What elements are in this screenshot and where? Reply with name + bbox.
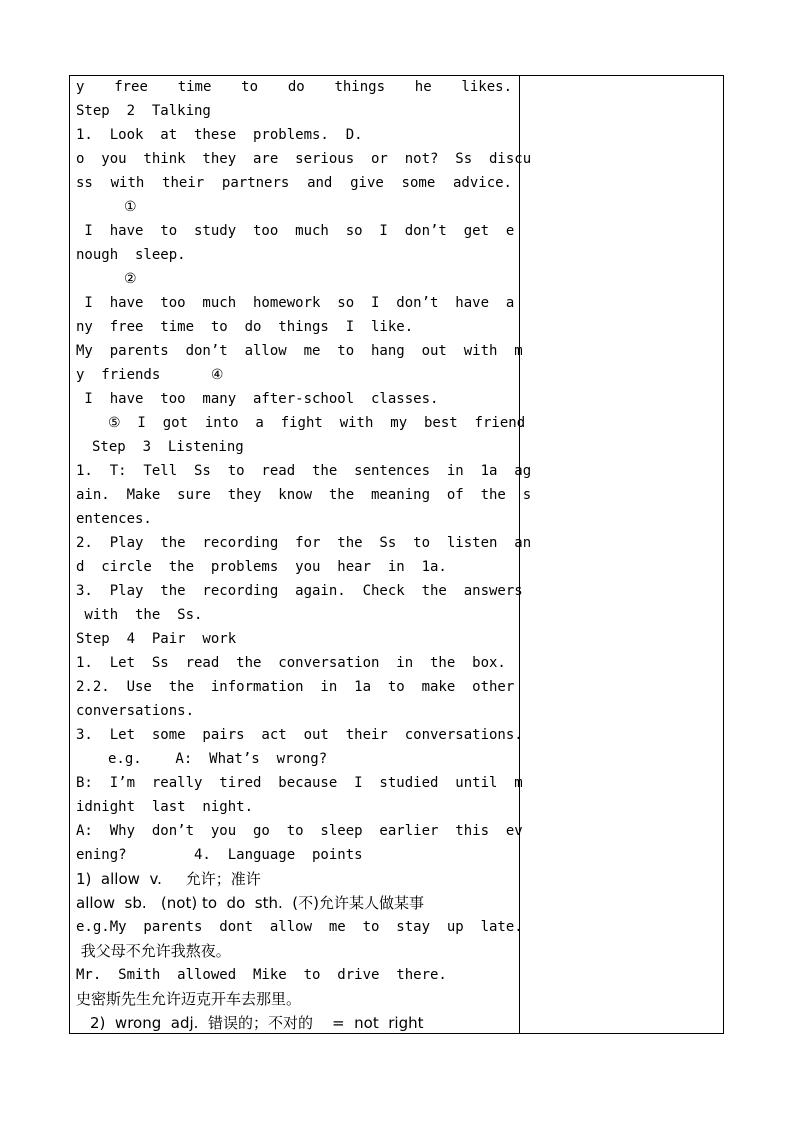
text-line: y free time to do things he likes. [76, 79, 512, 95]
dialogue-line: e.g. A: What’s wrong? [108, 751, 328, 767]
text-line: ny free time to do things I like. [76, 319, 414, 335]
problem-marker: ① [124, 199, 137, 215]
translation: 史密斯先生允许迈克开车去那里。 [76, 990, 302, 1008]
lesson-table [69, 75, 724, 1034]
text-line: 3. Play the recording again. Check the answers [76, 583, 523, 599]
text-line: ain. Make sure they know the meaning of the s [76, 487, 532, 503]
lesson-procedure-cell [76, 76, 532, 1033]
text-line: entences. [76, 511, 152, 527]
text-line: o you think they are serious or not? Ss discu [76, 151, 532, 167]
language-point: 1) allow v. 允许；准许 [76, 870, 261, 888]
text-line: I have too many after-school classes. [76, 391, 439, 407]
text-line: 1. Let Ss read the conversation in the box. [76, 655, 506, 671]
step-heading: Step 2 Talking [76, 103, 211, 119]
text-line: with the Ss. [76, 607, 203, 623]
step-heading: Step 4 Pair work [76, 631, 237, 647]
dialogue-line: A: Why don’t you go to sleep earlier this ev [76, 823, 523, 839]
text-line: 3. Let some pairs act out their conversations. [76, 727, 523, 743]
text-line: y friends ④ [76, 367, 224, 383]
problem-marker: ② [124, 271, 137, 287]
text-line: 2.2. Use the information in 1a to make other [76, 679, 515, 695]
text-line: 1. T: Tell Ss to read the sentences in 1a ag [76, 463, 532, 479]
example-sentence: e.g.My parents dont allow me to stay up late. [76, 919, 523, 935]
example-sentence: Mr. Smith allowed Mike to drive there. [76, 967, 447, 983]
text-line: ⑤ I got into a fight with my best friend [108, 415, 526, 431]
text-line: d circle the problems you hear in 1a. [76, 559, 447, 575]
text-line: ening? 4. Language points [76, 847, 363, 863]
text-line: 1. Look at these problems. D. [76, 127, 363, 143]
translation: 我父母不允许我熬夜。 [76, 942, 231, 960]
language-point: allow sb. (not) to do sth. (不)允许某人做某事 [76, 894, 424, 912]
step-heading: Step 3 Listening [92, 439, 244, 455]
text-line: I have to study too much so I don’t get e [76, 223, 515, 239]
text-line: nough sleep. [76, 247, 186, 263]
text-line: conversations. [76, 703, 195, 719]
text-line: My parents don’t allow me to hang out with m [76, 343, 523, 359]
text-line: 2. Play the recording for the Ss to listen an [76, 535, 532, 551]
dialogue-line: B: I’m really tired because I studied until m [76, 775, 523, 791]
notes-cell [520, 76, 723, 1033]
text-line: I have too much homework so I don’t have a [76, 295, 515, 311]
dialogue-line: idnight last night. [76, 799, 254, 815]
text-line: ss with their partners and give some advice. [76, 175, 512, 191]
language-point: 2) wrong adj. 错误的；不对的 = not right [90, 1014, 424, 1032]
